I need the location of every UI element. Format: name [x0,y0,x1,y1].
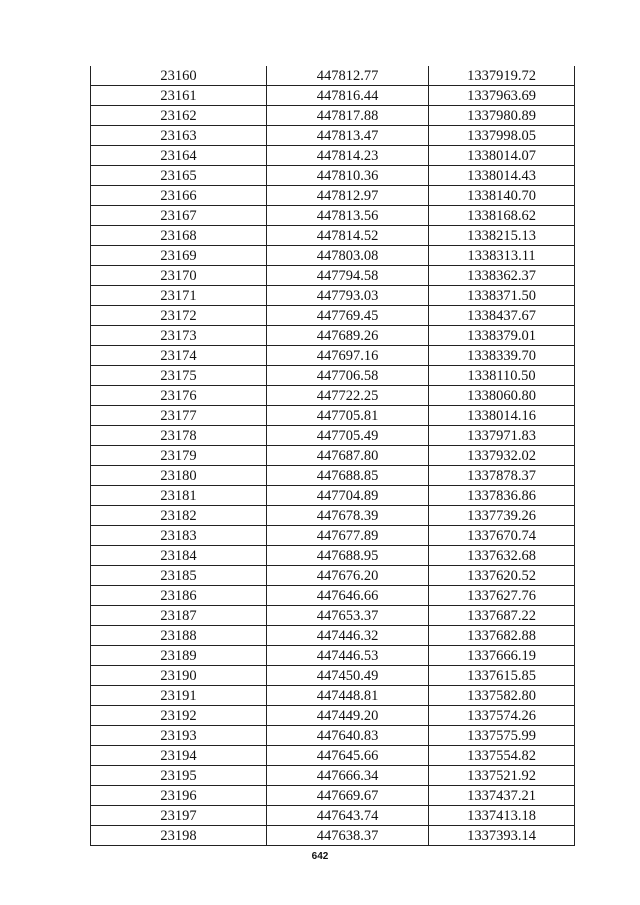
table-row [91,526,575,546]
point-id-cell: 23167 [91,206,267,226]
y-coordinate-cell: 1337971.83 [429,426,575,446]
point-id-cell: 23165 [91,166,267,186]
y-coordinate-cell: 1337963.69 [429,86,575,106]
y-coordinate-cell: 1337670.74 [429,526,575,546]
page-number: 642 [311,851,329,862]
point-id-cell: 23185 [91,566,267,586]
x-coordinate-cell: 447653.37 [267,606,429,626]
y-coordinate-cell: 1338060.80 [429,386,575,406]
table-row [91,646,575,666]
table-row [91,266,575,286]
point-id-cell: 23195 [91,766,267,786]
x-coordinate-cell: 447812.97 [267,186,429,206]
table-row [91,566,575,586]
y-coordinate-cell: 1338437.67 [429,306,575,326]
point-id-cell: 23198 [91,826,267,846]
x-coordinate-cell: 447446.53 [267,646,429,666]
point-id-cell: 23188 [91,626,267,646]
y-coordinate-cell: 1337437.21 [429,786,575,806]
x-coordinate-cell: 447646.66 [267,586,429,606]
point-id-cell: 23181 [91,486,267,506]
point-id-cell: 23183 [91,526,267,546]
y-coordinate-cell: 1337682.88 [429,626,575,646]
y-coordinate-cell: 1337413.18 [429,806,575,826]
point-id-cell: 23197 [91,806,267,826]
y-coordinate-cell: 1338339.70 [429,346,575,366]
y-coordinate-cell: 1338313.11 [429,246,575,266]
x-coordinate-cell: 447688.95 [267,546,429,566]
x-coordinate-cell: 447705.49 [267,426,429,446]
y-coordinate-cell: 1338140.70 [429,186,575,206]
point-id-cell: 23192 [91,706,267,726]
table-row [91,606,575,626]
x-coordinate-cell: 447814.52 [267,226,429,246]
table-row [91,386,575,406]
point-id-cell: 23160 [91,66,267,86]
point-id-cell: 23193 [91,726,267,746]
y-coordinate-cell: 1338215.13 [429,226,575,246]
x-coordinate-cell: 447677.89 [267,526,429,546]
y-coordinate-cell: 1337836.86 [429,486,575,506]
x-coordinate-cell: 447812.77 [267,66,429,86]
point-id-cell: 23176 [91,386,267,406]
table-row [91,826,575,846]
x-coordinate-cell: 447697.16 [267,346,429,366]
table-row [91,106,575,126]
x-coordinate-cell: 447814.23 [267,146,429,166]
table-row [91,486,575,506]
y-coordinate-cell: 1337632.68 [429,546,575,566]
table-row [91,766,575,786]
x-coordinate-cell: 447643.74 [267,806,429,826]
y-coordinate-cell: 1337932.02 [429,446,575,466]
point-id-cell: 23186 [91,586,267,606]
table-row [91,346,575,366]
x-coordinate-cell: 447688.85 [267,466,429,486]
x-coordinate-cell: 447446.32 [267,626,429,646]
x-coordinate-cell: 447704.89 [267,486,429,506]
table-row [91,546,575,566]
point-id-cell: 23168 [91,226,267,246]
y-coordinate-cell: 1338168.62 [429,206,575,226]
table-row [91,226,575,246]
point-id-cell: 23173 [91,326,267,346]
y-coordinate-cell: 1338014.43 [429,166,575,186]
y-coordinate-cell: 1337980.89 [429,106,575,126]
point-id-cell: 23180 [91,466,267,486]
point-id-cell: 23184 [91,546,267,566]
y-coordinate-cell: 1337687.22 [429,606,575,626]
x-coordinate-cell: 447689.26 [267,326,429,346]
table-row [91,406,575,426]
table-row [91,306,575,326]
point-id-cell: 23161 [91,86,267,106]
x-coordinate-cell: 447450.49 [267,666,429,686]
point-id-cell: 23170 [91,266,267,286]
x-coordinate-cell: 447678.39 [267,506,429,526]
point-id-cell: 23177 [91,406,267,426]
x-coordinate-cell: 447676.20 [267,566,429,586]
point-id-cell: 23196 [91,786,267,806]
point-id-cell: 23194 [91,746,267,766]
table-row [91,786,575,806]
y-coordinate-cell: 1337521.92 [429,766,575,786]
coordinates-table [90,66,575,846]
x-coordinate-cell: 447813.56 [267,206,429,226]
table-row [91,86,575,106]
y-coordinate-cell: 1337666.19 [429,646,575,666]
y-coordinate-cell: 1338014.16 [429,406,575,426]
y-coordinate-cell: 1338362.37 [429,266,575,286]
x-coordinate-cell: 447669.67 [267,786,429,806]
point-id-cell: 23171 [91,286,267,306]
y-coordinate-cell: 1337919.72 [429,66,575,86]
table-row [91,506,575,526]
y-coordinate-cell: 1338014.07 [429,146,575,166]
table-row [91,686,575,706]
y-coordinate-cell: 1338379.01 [429,326,575,346]
table-row [91,166,575,186]
x-coordinate-cell: 447706.58 [267,366,429,386]
x-coordinate-cell: 447705.81 [267,406,429,426]
x-coordinate-cell: 447722.25 [267,386,429,406]
x-coordinate-cell: 447769.45 [267,306,429,326]
table-row [91,186,575,206]
y-coordinate-cell: 1337998.05 [429,126,575,146]
coordinates-table-body [91,66,575,846]
table-row [91,366,575,386]
x-coordinate-cell: 447645.66 [267,746,429,766]
y-coordinate-cell: 1338110.50 [429,366,575,386]
x-coordinate-cell: 447817.88 [267,106,429,126]
x-coordinate-cell: 447813.47 [267,126,429,146]
x-coordinate-cell: 447803.08 [267,246,429,266]
point-id-cell: 23162 [91,106,267,126]
x-coordinate-cell: 447687.80 [267,446,429,466]
x-coordinate-cell: 447666.34 [267,766,429,786]
point-id-cell: 23187 [91,606,267,626]
table-row [91,426,575,446]
point-id-cell: 23166 [91,186,267,206]
x-coordinate-cell: 447810.36 [267,166,429,186]
x-coordinate-cell: 447794.58 [267,266,429,286]
table-row [91,286,575,306]
point-id-cell: 23174 [91,346,267,366]
y-coordinate-cell: 1337574.26 [429,706,575,726]
table-row [91,666,575,686]
point-id-cell: 23191 [91,686,267,706]
table-row [91,246,575,266]
point-id-cell: 23189 [91,646,267,666]
table-row [91,206,575,226]
table-row [91,706,575,726]
point-id-cell: 23190 [91,666,267,686]
y-coordinate-cell: 1338371.50 [429,286,575,306]
y-coordinate-cell: 1337620.52 [429,566,575,586]
y-coordinate-cell: 1337627.76 [429,586,575,606]
point-id-cell: 23164 [91,146,267,166]
point-id-cell: 23179 [91,446,267,466]
table-row [91,466,575,486]
y-coordinate-cell: 1337739.26 [429,506,575,526]
table-row [91,326,575,346]
x-coordinate-cell: 447793.03 [267,286,429,306]
point-id-cell: 23169 [91,246,267,266]
table-row [91,66,575,86]
y-coordinate-cell: 1337554.82 [429,746,575,766]
y-coordinate-cell: 1337582.80 [429,686,575,706]
y-coordinate-cell: 1337575.99 [429,726,575,746]
point-id-cell: 23178 [91,426,267,446]
table-row [91,586,575,606]
point-id-cell: 23175 [91,366,267,386]
table-row [91,746,575,766]
table-row [91,126,575,146]
table-row [91,446,575,466]
table-row [91,806,575,826]
point-id-cell: 23182 [91,506,267,526]
y-coordinate-cell: 1337878.37 [429,466,575,486]
table-row [91,726,575,746]
point-id-cell: 23172 [91,306,267,326]
table-row [91,146,575,166]
x-coordinate-cell: 447638.37 [267,826,429,846]
point-id-cell: 23163 [91,126,267,146]
table-row [91,626,575,646]
x-coordinate-cell: 447816.44 [267,86,429,106]
x-coordinate-cell: 447448.81 [267,686,429,706]
y-coordinate-cell: 1337393.14 [429,826,575,846]
y-coordinate-cell: 1337615.85 [429,666,575,686]
x-coordinate-cell: 447640.83 [267,726,429,746]
x-coordinate-cell: 447449.20 [267,706,429,726]
